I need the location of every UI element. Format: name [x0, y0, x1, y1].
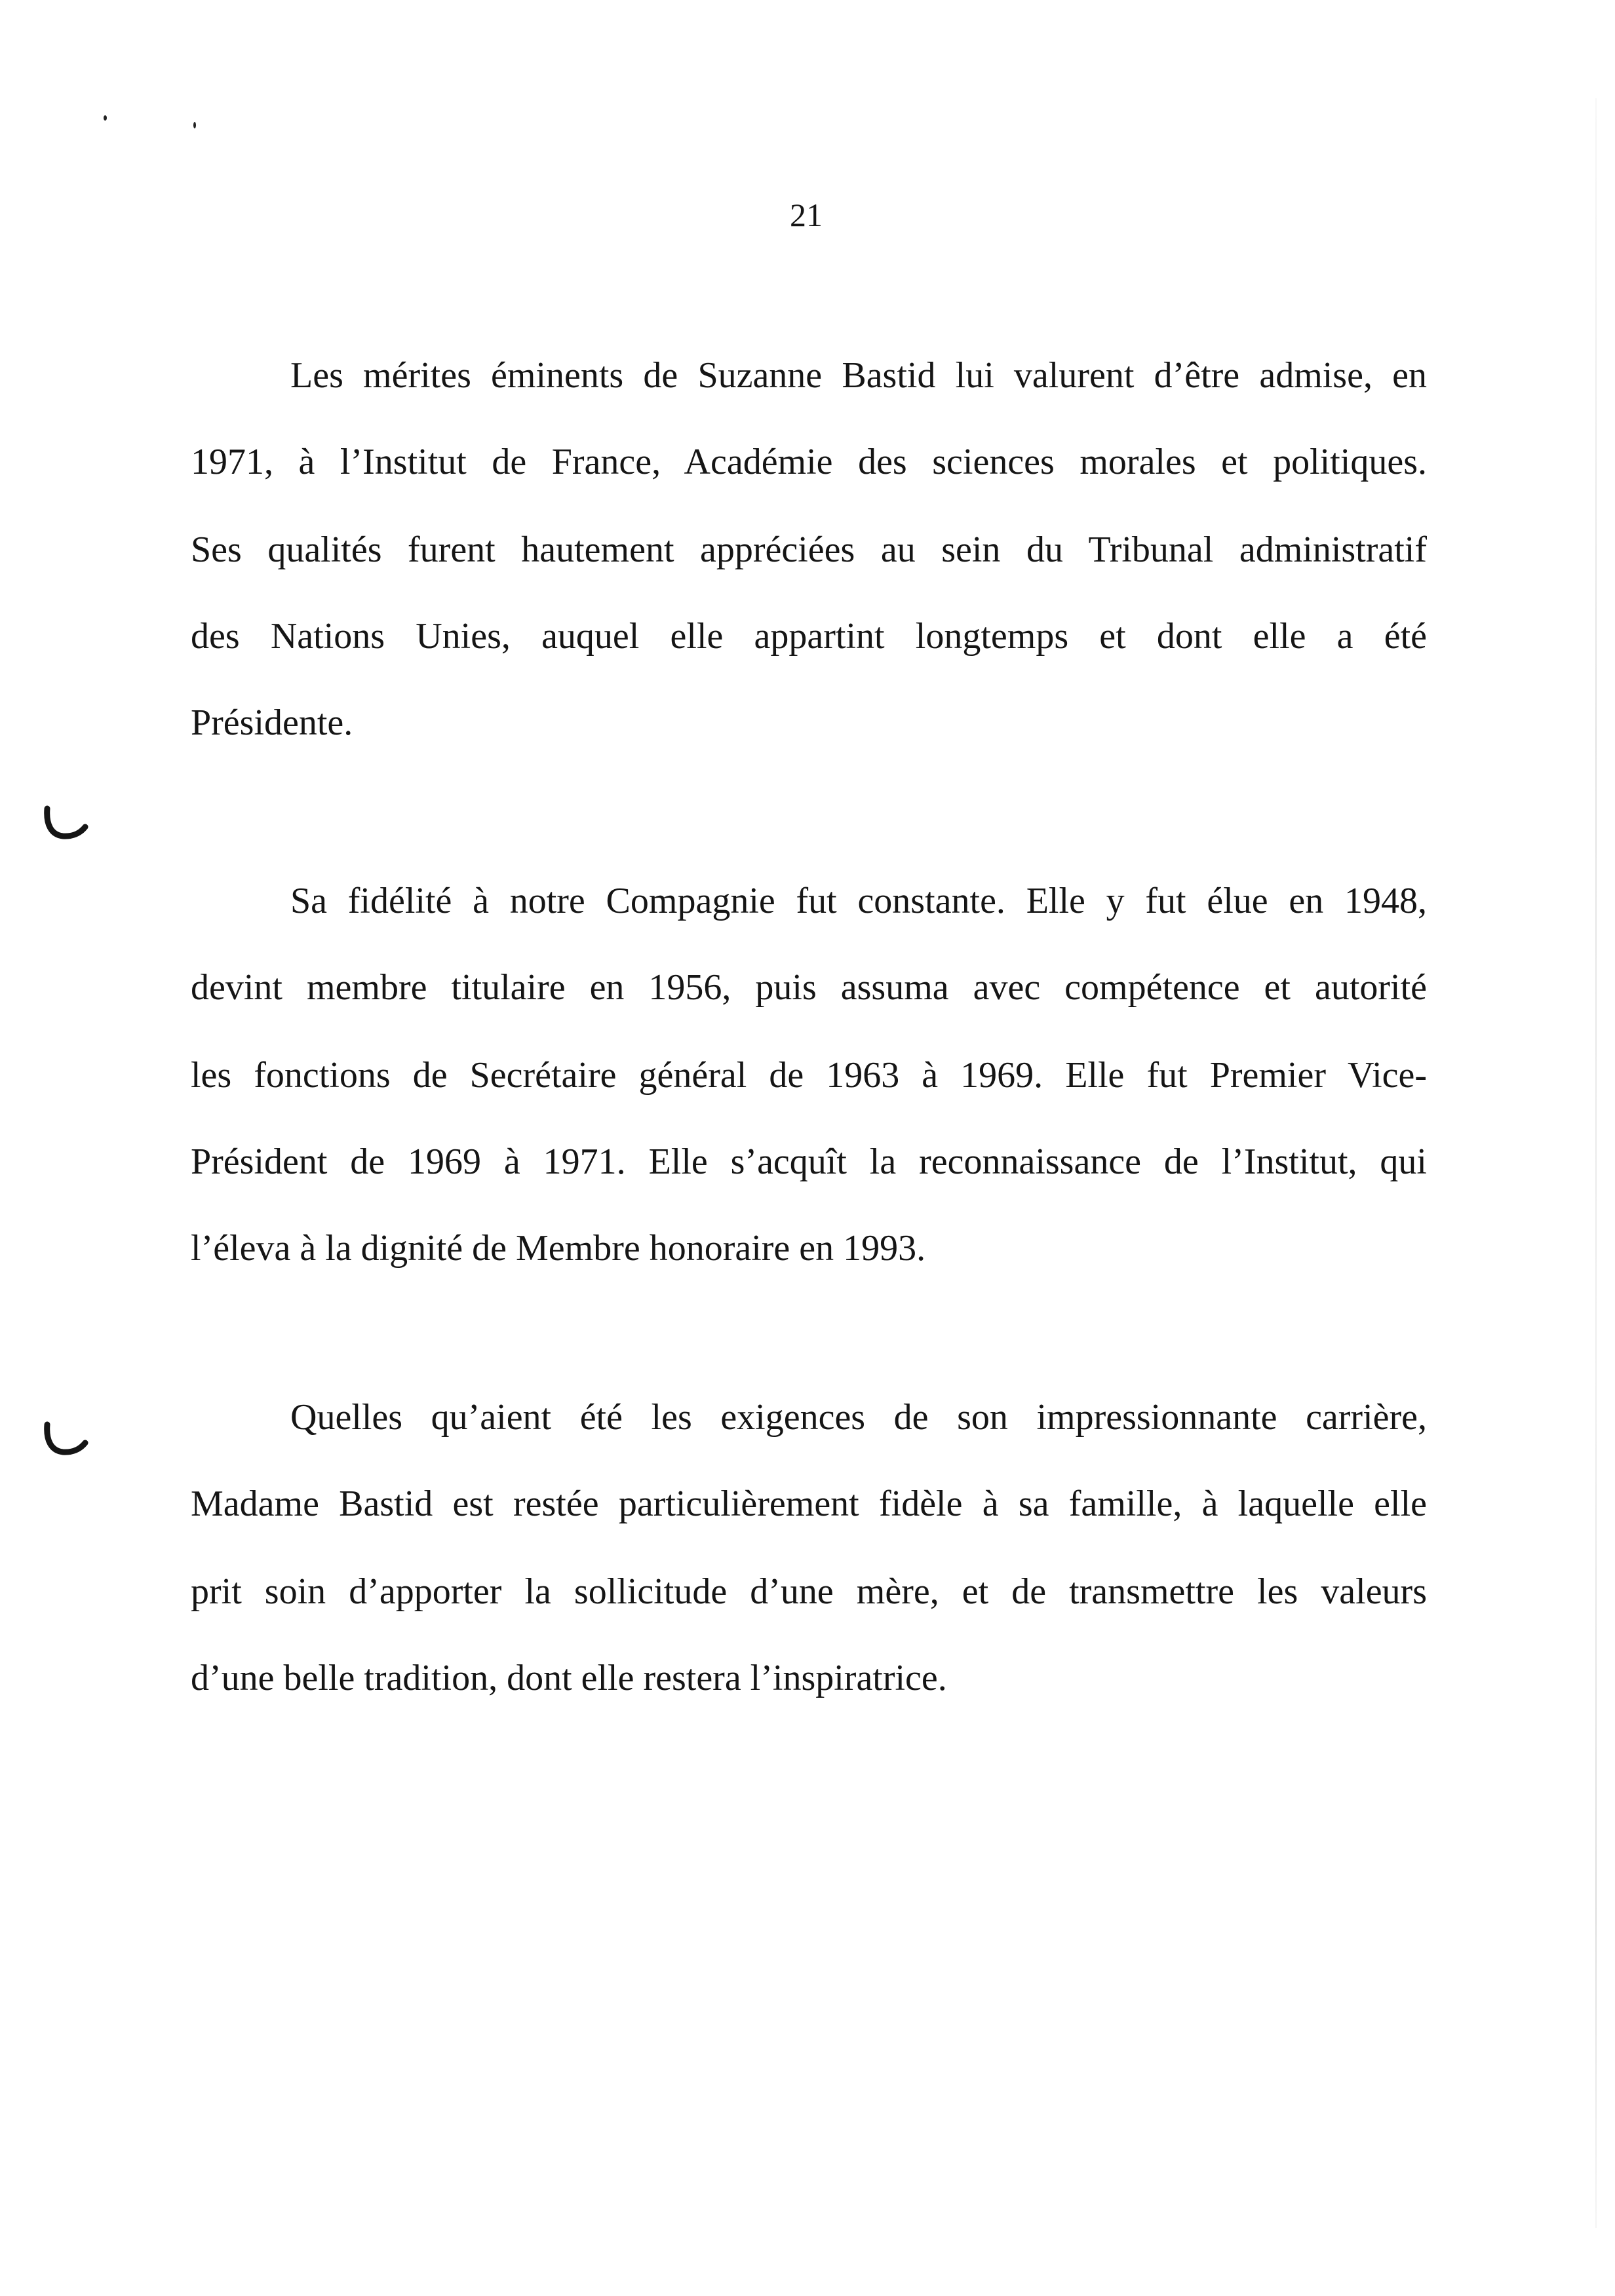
- paragraph-line: des Nations Unies, auquel elle appartint longtemps et dont elle a été: [191, 616, 1427, 657]
- scan-speck: [193, 122, 196, 128]
- paragraph-line: Les mérites éminents de Suzanne Bastid lui valurent d’être admise, en: [290, 355, 1427, 396]
- paragraph-line: les fonctions de Secrétaire général de 1963 à 1969. Elle fut Premier Vice-: [191, 1055, 1427, 1096]
- check-mark-icon: [43, 1421, 89, 1460]
- paragraph-line: Madame Bastid est restée particulièrement fidèle à sa famille, à laquelle elle: [191, 1483, 1427, 1524]
- paragraph-line: devint membre titulaire en 1956, puis assuma avec compétence et autorité: [191, 967, 1427, 1008]
- paragraph-line: Président de 1969 à 1971. Elle s’acquît la reconnaissance de l’Institut, qui: [191, 1141, 1427, 1182]
- scan-edge-line: [1595, 98, 1597, 2228]
- paragraph-line: l’éleva à la dignité de Membre honoraire en 1993.: [191, 1228, 926, 1269]
- page-number: 21: [790, 197, 823, 233]
- paragraph-line: prit soin d’apporter la sollicitude d’une mère, et de transmettre les valeurs: [191, 1571, 1427, 1612]
- paragraph-line: Sa fidélité à notre Compagnie fut constante. Elle y fut élue en 1948,: [290, 881, 1427, 921]
- check-mark-icon: [43, 805, 89, 844]
- paragraph-line: 1971, à l’Institut de France, Académie des sciences morales et politiques.: [191, 442, 1427, 482]
- scan-speck: [104, 115, 107, 121]
- paragraph-line: d’une belle tradition, dont elle restera l’inspiratrice.: [191, 1658, 947, 1698]
- paragraph-line: Ses qualités furent hautement appréciées au sein du Tribunal administratif: [191, 529, 1427, 570]
- paragraph-line: Quelles qu’aient été les exigences de son impressionnante carrière,: [290, 1397, 1427, 1438]
- paragraph-line: Présidente.: [191, 702, 353, 743]
